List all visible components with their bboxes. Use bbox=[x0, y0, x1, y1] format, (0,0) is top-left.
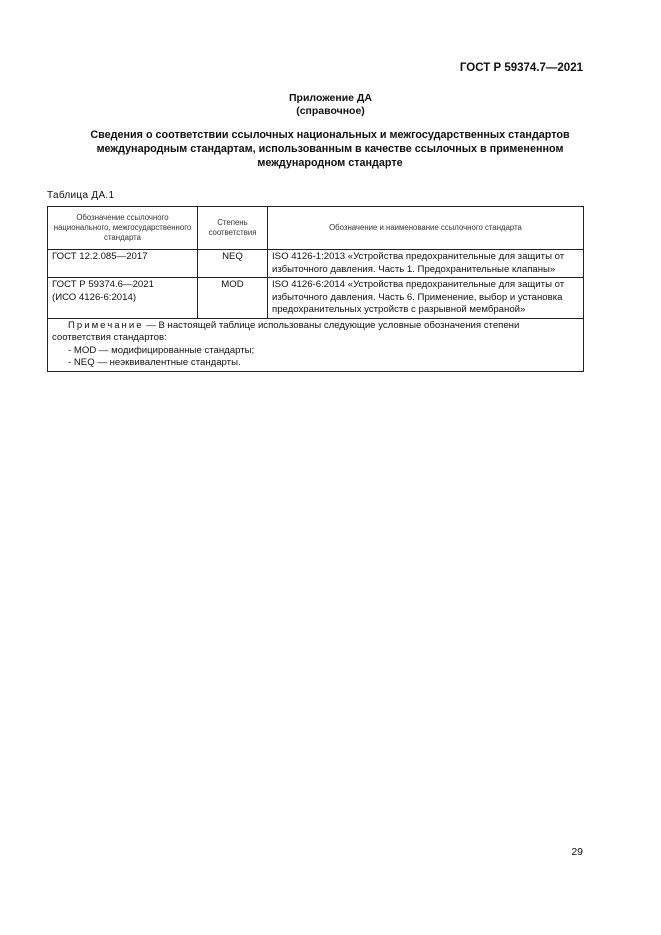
table-note-row bbox=[48, 318, 584, 371]
row-reference: ISO 4126-1:2013 «Устройства предохранительные для защиты от избыточного давления. Часть 1. Предохранительные клапаны» bbox=[268, 250, 584, 278]
table-header-row bbox=[48, 207, 584, 250]
note-text: — В настоящей таблице использованы следующие условные обозначения степени соответствия стандартов: bbox=[52, 319, 520, 343]
header-reference: Обозначение и наименование ссылочного стандарта bbox=[268, 207, 584, 250]
page-number: 29 bbox=[571, 846, 583, 858]
header-degree: Степень соответствия bbox=[198, 207, 268, 250]
note-label: Примечание bbox=[68, 319, 144, 331]
table-row bbox=[48, 278, 584, 319]
designation-text: ГОСТ 12.2.085—2017 bbox=[52, 251, 148, 262]
table-note bbox=[48, 318, 584, 371]
annex-title: Приложение ДА bbox=[289, 92, 372, 104]
annex-heading-line-1: Сведения о соответствии ссылочных национальных и межгосударственных стандартов bbox=[90, 129, 570, 141]
annex-heading bbox=[60, 128, 600, 170]
designation-extra: (ИСО 4126-6:2014) bbox=[52, 291, 137, 303]
document-code: ГОСТ Р 59374.7—2021 bbox=[459, 62, 583, 74]
row-reference: ISO 4126-6:2014 «Устройства предохранительные для защиты от избыточного давления. Часть 6. Применение, выбор и установка предохранительных устройств с разрывной мембраной» bbox=[268, 278, 584, 319]
note-paragraph bbox=[52, 320, 579, 345]
row-degree: NEQ bbox=[198, 250, 268, 278]
annex-heading-line-3: международном стандарте bbox=[257, 157, 403, 169]
annex-subtitle: (справочное) bbox=[296, 105, 365, 117]
row-designation bbox=[48, 278, 198, 319]
header-designation: Обозначение ссылочного национального, межгосударственного стандарта bbox=[48, 207, 198, 250]
annex-heading-line-2: международным стандартам, использованным в качестве ссылочных в примененном bbox=[96, 143, 564, 155]
row-designation bbox=[48, 250, 198, 278]
row-degree: MOD bbox=[198, 278, 268, 319]
standards-table bbox=[47, 206, 584, 372]
table-caption: Таблица ДА.1 bbox=[47, 190, 115, 201]
note-item-mod: - MOD — модифицированные стандарты; bbox=[68, 344, 255, 356]
designation-text: ГОСТ Р 59374.6—2021 bbox=[52, 279, 154, 290]
table-row bbox=[48, 250, 584, 278]
note-item-neq: - NEQ — неэквивалентные стандарты. bbox=[68, 357, 241, 368]
annex-title-block bbox=[0, 92, 661, 118]
